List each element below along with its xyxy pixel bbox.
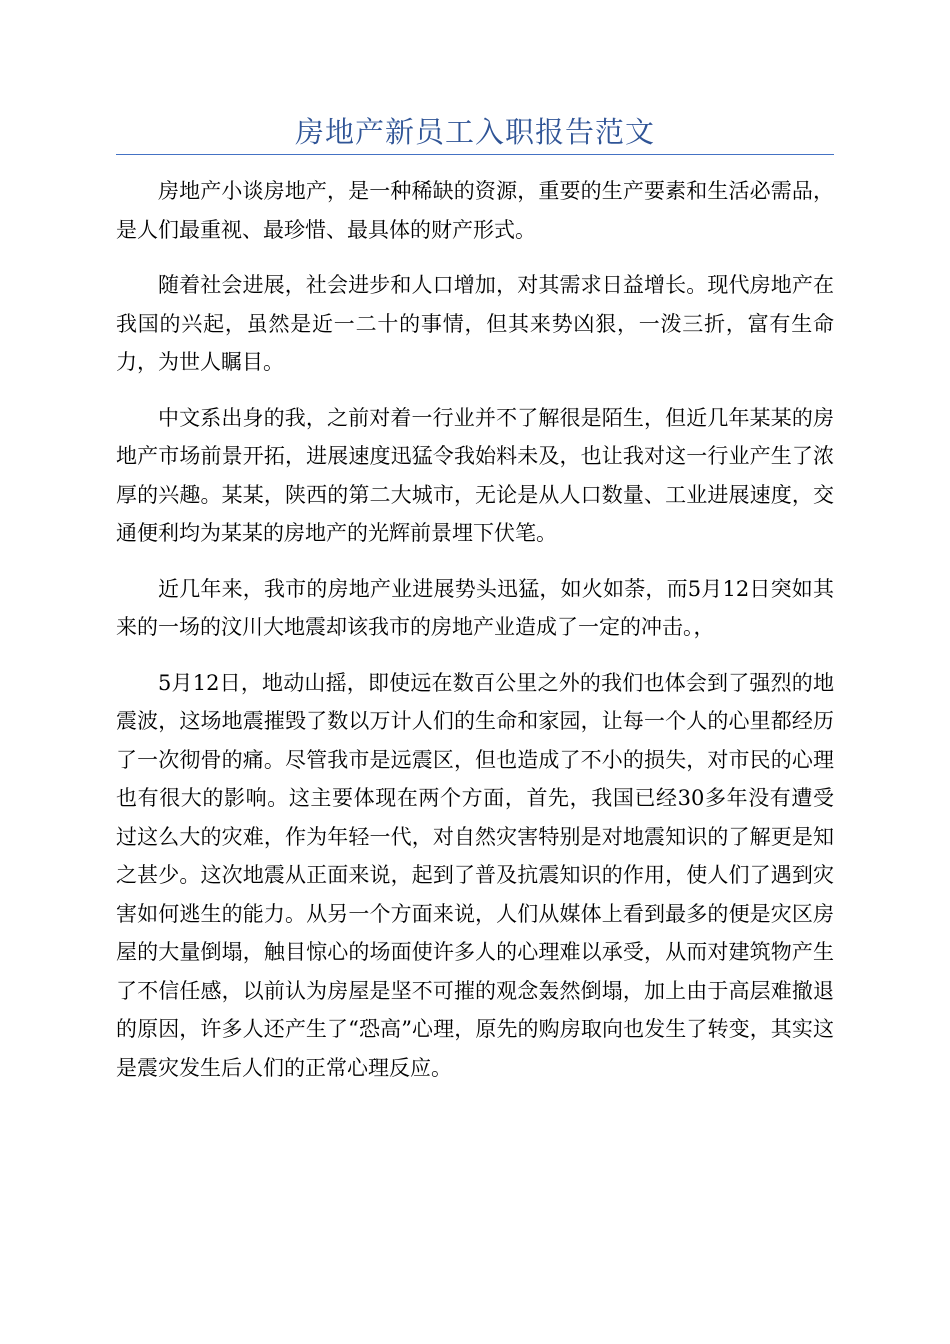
paragraph-4: 近几年来，我市的房地产业进展势头迅猛，如火如荼，而5月12日突如其来的一场的汶川大地震却该我市的房地产业造成了一定的冲击。，: [116, 576, 834, 639]
document-body: [116, 172, 834, 1104]
paragraph-5: 5月12日，地动山摇，即使远在数百公里之外的我们也体会到了强烈的地震波，这场地震摧毁了数以万计人们的生命和家园，让每一个人的心里都经历了一次彻骨的痛。尽管我市是远震区，但也造成了不小的损失，对市民的心理也有很大的影响。这主要体现在两个方面，首先，我国已经30多年没有遭受过这么大的灾难，作为年轻一代，对自然灾害特别是对地震知识的了解更是知之甚少。这次地震从正面来说，起到了普及抗震知识的作用，使人们了遇到灾害如何逃生的能力。从另一个方面来说，人们从媒体上看到最多的便是灾区房屋的大量倒塌，触目惊心的场面使许多人的心理难以承受，从而对建筑物产生了不信任感，以前认为房屋是坚不可摧的观念轰然倒塌，加上由于高层难撤退的原因，许多人还产生了“恐高”心理，原先的购房取向也发生了转变，其实这是震灾发生后人们的正常心理反应。: [116, 670, 834, 1080]
title-underline: [116, 154, 834, 155]
document-title: 房地产新员工入职报告范文: [294, 115, 655, 149]
paragraph-2: 随着社会进展，社会进步和人口增加，对其需求日益增长。现代房地产在我国的兴起，虽然是近一二十的事情，但其来势凶狠，一泼三折，富有生命力，为世人瞩目。: [116, 273, 834, 374]
paragraph-1: 房地产小谈房地产，是一种稀缺的资源，重要的生产要素和生活必需品，是人们最重视、最珍惜、最具体的财产形式。: [116, 179, 834, 242]
paragraph-3: 中文系出身的我，之前对着一行业并不了解很是陌生，但近几年某某的房地产市场前景开拓，进展速度迅猛令我始料未及，也让我对这一行业产生了浓厚的兴趣。某某，陕西的第二大城市，无论是从人口数量、工业进展速度，交通便利均为某某的房地产的光辉前景埋下伏笔。: [116, 405, 834, 545]
